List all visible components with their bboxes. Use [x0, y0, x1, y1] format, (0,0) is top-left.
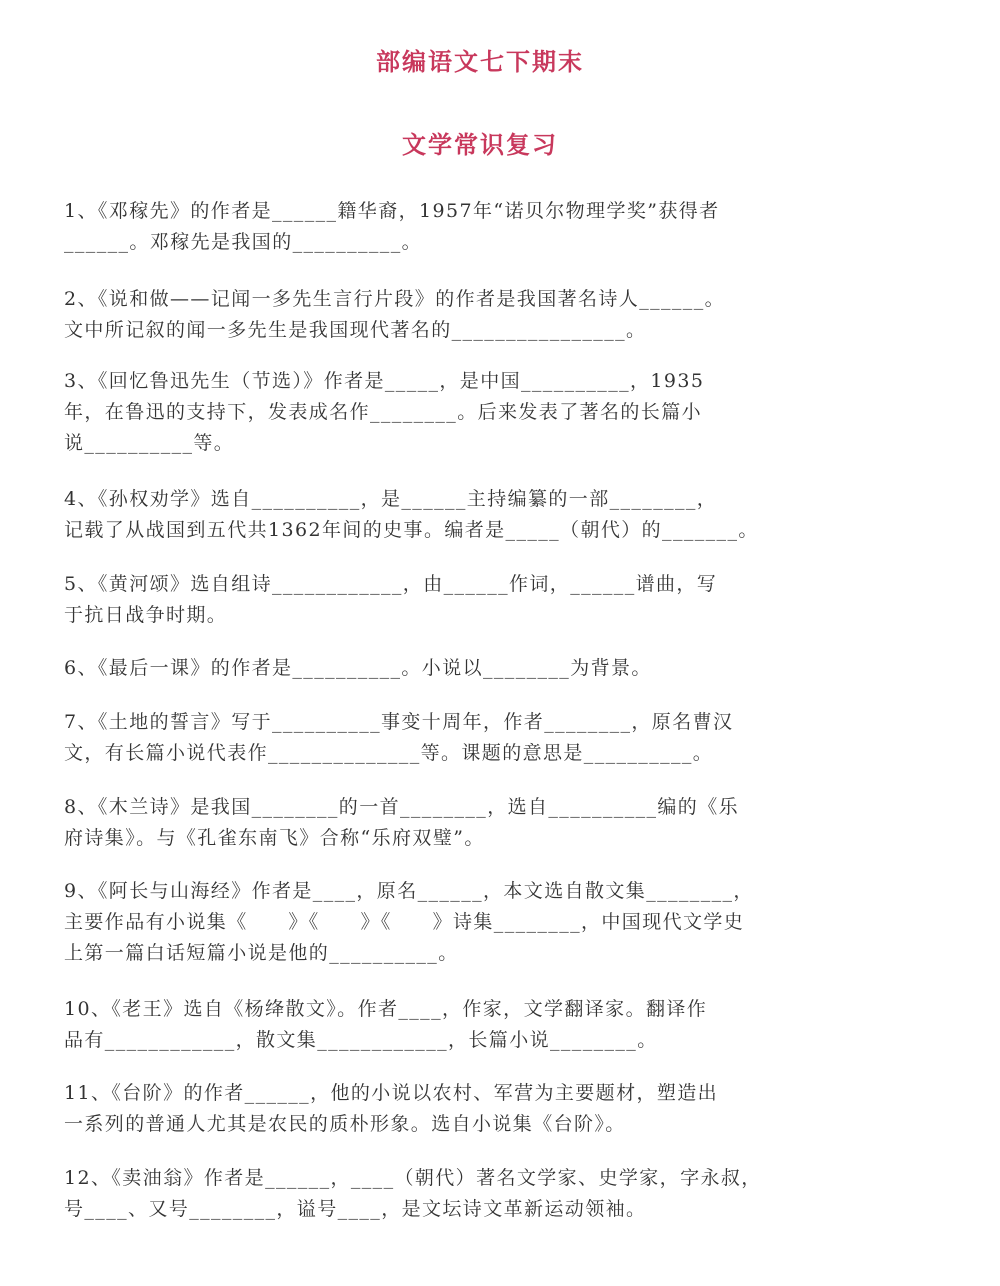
question-line: 于抗日战争时期。	[64, 604, 228, 626]
question-line: 府诗集》。与《孔雀东南飞》合称“乐府双璧”。	[64, 827, 485, 849]
question-1	[64, 196, 896, 258]
question-line: 记载了从战国到五代共1362年间的史事。编者是_____（朝代）的_______。	[64, 519, 759, 541]
question-line: 文中所记叙的闻一多先生是我国现代著名的________________。	[64, 319, 647, 341]
question-line: 2、《说和做——记闻一多先生言行片段》的作者是我国著名诗人______。	[64, 288, 725, 310]
question-8	[64, 792, 896, 854]
question-11	[64, 1078, 896, 1140]
question-line: 上第一篇白话短篇小说是他的__________。	[64, 942, 459, 964]
question-line: 7、《土地的誓言》写于__________事变十周年，作者________，原名曹汉	[64, 711, 734, 733]
question-line: 品有____________，散文集____________，长篇小说________。	[64, 1029, 658, 1051]
question-10	[64, 994, 896, 1056]
question-2	[64, 284, 896, 346]
question-line: 一系列的普通人尤其是农民的质朴形象。选自小说集《台阶》。	[64, 1113, 626, 1135]
question-line: 6、《最后一课》的作者是__________。小说以________为背景。	[64, 657, 652, 679]
question-line: 5、《黄河颂》选自组诗____________，由______作词，______谱曲，写	[64, 573, 718, 595]
question-line: 9、《阿长与山海经》作者是____，原名______，本文选自散文集________，	[64, 880, 754, 902]
question-line: 主要作品有小说集《 》《 》《 》诗集________，中国现代文学史	[64, 911, 745, 933]
question-7	[64, 707, 896, 769]
page-title: 部编语文七下期末	[376, 47, 584, 76]
question-line: 12、《卖油翁》作者是______，____（朝代）著名文学家、史学家，字永叔，	[64, 1167, 762, 1189]
question-line: 10、《老王》选自《杨绛散文》。作者____，作家，文学翻译家。翻译作	[64, 998, 708, 1020]
question-4	[64, 484, 896, 546]
question-line: 文，有长篇小说代表作______________等。课题的意思是__________。	[64, 742, 714, 764]
question-line: 1、《邓稼先》的作者是______籍华裔，1957年“诺贝尔物理学奖”获得者	[64, 200, 720, 222]
question-5	[64, 569, 896, 631]
question-line: 号____、又号________，谥号____，是文坛诗文革新运动领袖。	[64, 1198, 647, 1220]
question-6	[64, 653, 896, 684]
question-line: 4、《孙权劝学》选自__________，是______主持编纂的一部________，	[64, 488, 718, 510]
question-line: 3、《回忆鲁迅先生（节选）》作者是_____，是中国__________，1935	[64, 370, 705, 392]
question-line: ______。邓稼先是我国的__________。	[64, 231, 423, 253]
page-subtitle: 文学常识复习	[402, 130, 558, 159]
question-line: 说__________等。	[64, 432, 235, 454]
question-3	[64, 366, 896, 459]
question-12	[64, 1163, 896, 1225]
question-9	[64, 876, 896, 969]
question-line: 年，在鲁迅的支持下，发表成名作________。后来发表了著名的长篇小	[64, 401, 703, 423]
question-line: 8、《木兰诗》是我国________的一首________，选自__________编的《乐	[64, 796, 739, 818]
question-line: 11、《台阶》的作者______，他的小说以农村、军营为主要题材，塑造出	[64, 1082, 719, 1104]
